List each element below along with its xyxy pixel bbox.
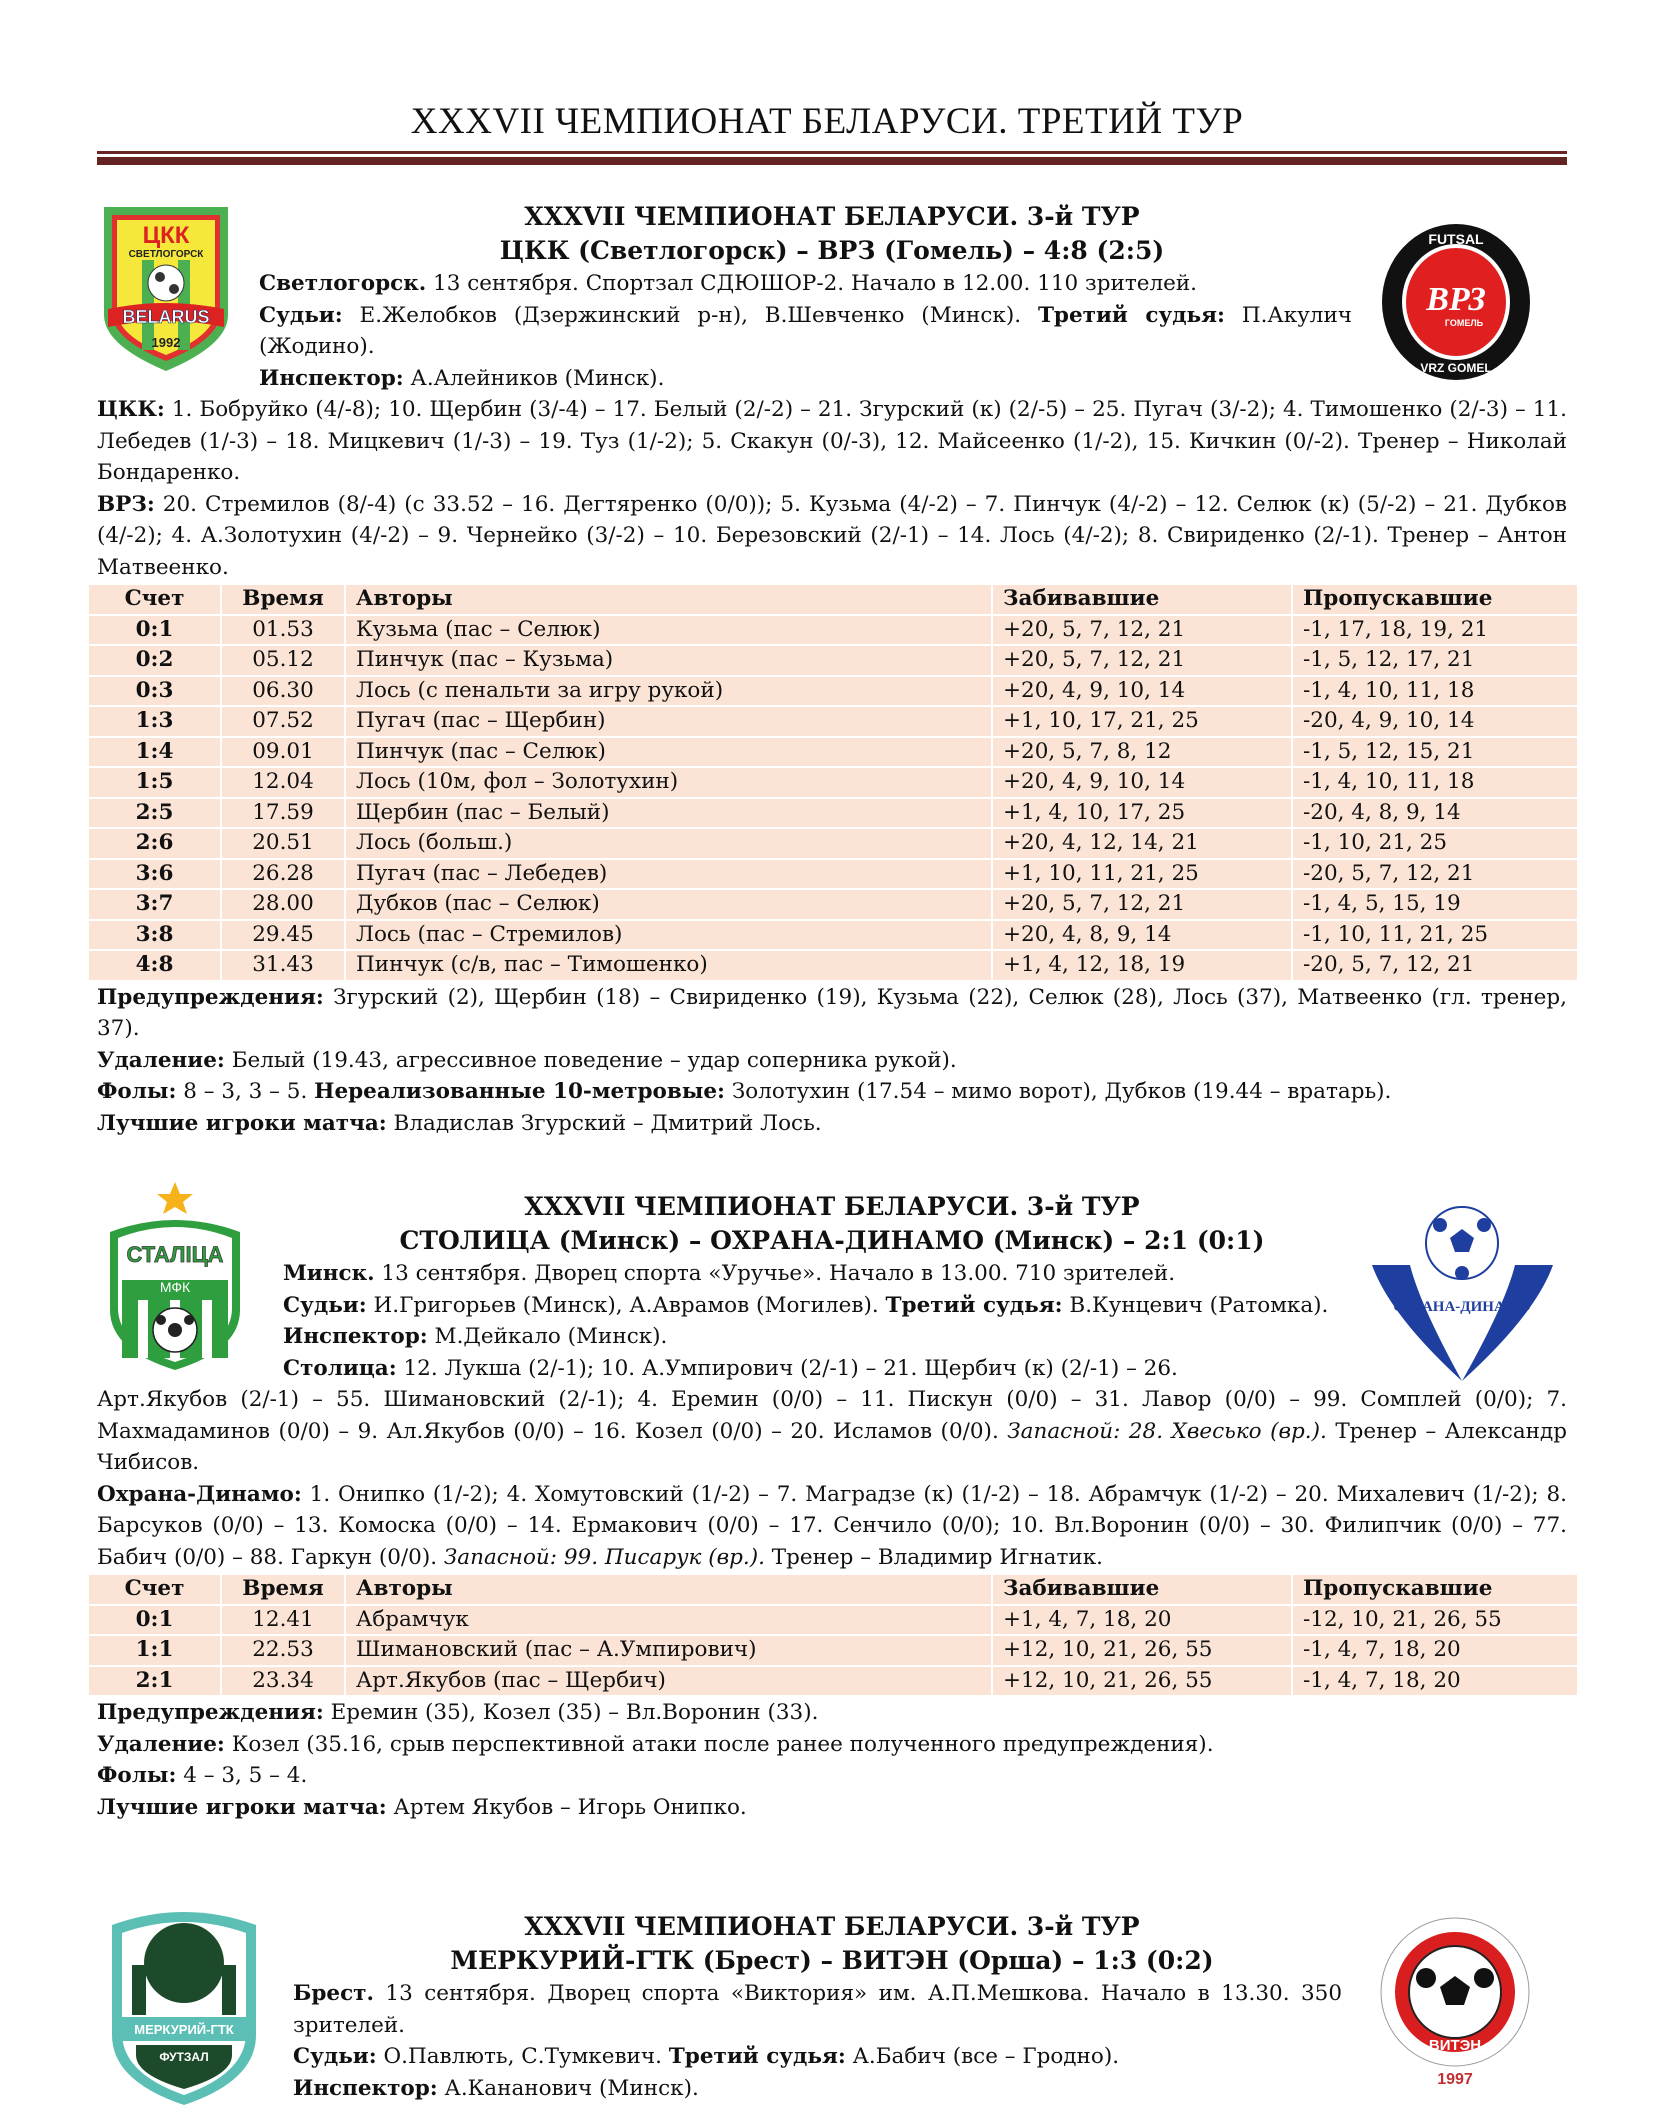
- match-3-venue: Брест. 13 сентября. Дворец спорта «Виктория» им. А.П.Мешкова. Начало в 13.30. 350 зрителей.: [293, 1981, 1342, 2038]
- match-2-referees: Судьи: И.Григорьев (Минск), А.Аврамов (Могилев). Третий судья: В.Кунцевич (Ратомка).: [283, 1292, 1329, 1318]
- match-3-title: МЕРКУРИЙ-ГТК (Брест) – ВИТЭН (Орша) – 1:3 (0:2): [450, 1946, 1214, 1975]
- match-2: [97, 1190, 1567, 1823]
- table-row: 1:3 07.52 Пугач (пас – Щербин) +1, 10, 17, 21, 25 -20, 4, 9, 10, 14: [88, 706, 1578, 737]
- table-row: 1:5 12.04 Лось (10м, фол – Золотухин) +20, 4, 9, 10, 14 -1, 4, 10, 11, 18: [88, 767, 1578, 798]
- match-2-home-lineup: Арт.Якубов (2/-1) – 55. Шимановский (2/-1); 4. Еремин (0/0) – 11. Пискун (0/0) – 31. Лавор (0/0) – 99. Сомплей (0/0); 7. Махмадаминов (0/0) – 9. Ал.Якубов (0/0) – 16. Козел (0/0) – 20. Исламов (0/0). Запасной: 28. Хвесько (вр.). Тренер – Александр Чибисов.: [97, 1387, 1567, 1475]
- table-header-row: Счет Время Авторы Забивавшие Пропускавшие: [88, 1574, 1578, 1605]
- match-3-referees: Судьи: О.Павлють, С.Тумкевич. Третий судья: А.Бабич (все – Гродно).: [293, 2044, 1120, 2069]
- match-1-venue: Светлогорск. 13 сентября. Спортзал СДЮШОР-2. Начало в 12.00. 110 зрителей.: [259, 271, 1198, 296]
- match-1-warnings: Предупреждения: Згурский (2), Щербин (18) – Свириденко (19), Кузьма (22), Селюк (28), Лось (37), Матвеенко (гл. тренер, 37).: [97, 984, 1567, 1041]
- svg-text:ФУТЗАЛ: ФУТЗАЛ: [159, 2050, 209, 2064]
- svg-text:FUTSAL: FUTSAL: [1428, 231, 1484, 247]
- match-3-info: [97, 1978, 1567, 2104]
- table-row: 1:1 22.53 Шимановский (пас – А.Умпирович) +12, 10, 21, 26, 55 -1, 4, 7, 18, 20: [88, 1635, 1578, 1666]
- match-1-sendoff: Удаление: Белый (19.43, агрессивное поведение – удар соперника рукой).: [97, 1047, 957, 1073]
- match-1-info: [97, 268, 1567, 394]
- svg-text:1997: 1997: [1437, 2071, 1473, 2087]
- svg-text:СТАЛІЦА: СТАЛІЦА: [126, 1242, 224, 1267]
- svg-text:ВИТЭН: ВИТЭН: [1428, 2037, 1482, 2054]
- table-row: 0:3 06.30 Лось (с пенальти за игру рукой) +20, 4, 9, 10, 14 -1, 4, 10, 11, 18: [88, 676, 1578, 707]
- svg-text:VRZ GOMEL: VRZ GOMEL: [1420, 361, 1492, 375]
- match-3-round: XXXVII ЧЕМПИОНАТ БЕЛАРУСИ. 3-й ТУР: [524, 1912, 1140, 1941]
- table-row: 1:4 09.01 Пинчук (пас – Селюк) +20, 5, 7, 8, 12 -1, 5, 12, 15, 21: [88, 737, 1578, 768]
- table-row: 4:8 31.43 Пинчук (с/в, пас – Тимошенко) +1, 4, 12, 18, 19 -20, 5, 7, 12, 21: [88, 950, 1578, 981]
- match-1-home-lineup: ЦКК: 1. Бобруйко (4/-8); 10. Щербин (3/-4) – 17. Белый (2/-2) – 21. Згурский (к) (2/-5) – 25. Пугач (3/-2); 4. Тимошенко (2/-3) – 11. Лебедев (1/-3) – 18. Мицкевич (1/-3) – 19. Туз (1/-2); 5. Скакун (0/-3), 12. Майсеенко (1/-2), 15. Кичкин (0/-2). Тренер – Николай Бондаренко.: [97, 397, 1567, 485]
- svg-text:ОХРАНА-ДИНАМО: ОХРАНА-ДИНАМО: [1393, 1299, 1531, 1315]
- title-divider-thick: [97, 157, 1567, 165]
- match-3-inspector: Инспектор: А.Кананович (Минск).: [293, 2075, 699, 2101]
- table-row: 3:8 29.45 Лось (пас – Стремилов) +20, 4, 8, 9, 14 -1, 10, 11, 21, 25: [88, 920, 1578, 951]
- table-row: 2:5 17.59 Щербин (пас – Белый) +1, 4, 10, 17, 25 -20, 4, 8, 9, 14: [88, 798, 1578, 829]
- svg-text:МЕРКУРИЙ-ГТК: МЕРКУРИЙ-ГТК: [134, 2022, 234, 2037]
- title-divider-thin: [97, 151, 1567, 154]
- table-row: 0:2 05.12 Пинчук (пас – Кузьма) +20, 5, 7, 12, 21 -1, 5, 12, 17, 21: [88, 645, 1578, 676]
- match-1-away-lineup: ВРЗ: 20. Стремилов (8/-4) (с 33.52 – 16. Дегтяренко (0/0)); 5. Кузьма (4/-2) – 7. Пинчук (4/-2) – 12. Селюк (к) (5/-2) – 21. Дубков (4/-2); 4. А.Золотухин (4/-2) – 9. Чернейко (3/-2) – 10. Березовский (2/-1) – 14. Лось (4/-2); 8. Свириденко (2/-1). Тренер – Антон Матвеенко.: [97, 491, 1567, 580]
- match-2-away-lineup: Охрана-Динамо: 1. Онипко (1/-2); 4. Хомутовский (1/-2) – 7. Маградзе (к) (1/-2) – 18. Абрамчук (1/-2) – 20. Михалевич (1/-2); 8. Барсуков (0/0) – 13. Комоска (0/0) – 14. Ермакович (0/0) – 17. Сенчило (0/0); 10. Вл.Воронин (0/0) – 30. Филипчик (0/0) – 77. Бабич (0/0) – 88. Гаркун (0/0). Запасной: 99. Писарук (вр.). Тренер – Владимир Игнатик.: [97, 1481, 1567, 1570]
- match-1-inspector: Инспектор: А.Алейников (Минск).: [259, 365, 665, 391]
- match-2-best-players: Лучшие игроки матча: Артем Якубов – Игорь Онипко.: [97, 1794, 747, 1820]
- match-2-warnings: Предупреждения: Еремин (35), Козел (35) – Вл.Воронин (33).: [97, 1700, 819, 1725]
- match-1: [97, 200, 1567, 1139]
- svg-text:ВРЗ: ВРЗ: [1426, 281, 1486, 318]
- svg-text:BELARUS: BELARUS: [122, 307, 210, 327]
- match-2-venue: Минск. 13 сентября. Дворец спорта «Уручье». Начало в 13.00. 710 зрителей.: [283, 1261, 1176, 1286]
- table-row: 2:6 20.51 Лось (больш.) +20, 4, 12, 14, 21 -1, 10, 21, 25: [88, 828, 1578, 859]
- svg-text:ЦКК: ЦКК: [142, 222, 190, 249]
- svg-text:1992: 1992: [151, 335, 181, 350]
- match-1-fouls: Фолы: 8 – 3, 3 – 5. Нереализованные 10-метровые: Золотухин (17.54 – мимо ворот), Дубков (19.44 – вратарь).: [97, 1079, 1392, 1104]
- match-2-sendoff: Удаление: Козел (35.16, срыв перспективной атаки после ранее полученного предупреждения).: [97, 1731, 1214, 1757]
- match-2-fouls: Фолы: 4 – 3, 5 – 4.: [97, 1763, 308, 1788]
- match-1-best-players: Лучшие игроки матча: Владислав Згурский – Дмитрий Лось.: [97, 1110, 822, 1136]
- match-2-goals-table: [87, 1573, 1579, 1697]
- table-row: 2:1 23.34 Арт.Якубов (пас – Щербич) +12, 10, 21, 26, 55 -1, 4, 7, 18, 20: [88, 1666, 1578, 1697]
- table-row: 0:1 01.53 Кузьма (пас – Селюк) +20, 5, 7, 12, 21 -1, 17, 18, 19, 21: [88, 615, 1578, 646]
- svg-text:МФК: МФК: [159, 1279, 191, 1295]
- match-2-home-lineup-start: Столица: 12. Лукша (2/-1); 10. А.Умпирович (2/-1) – 21. Щербич (к) (2/-1) – 26.: [283, 1355, 1178, 1381]
- match-1-referees: Судьи: Е.Желобков (Дзержинский р-н), В.Шевченко (Минск). Третий судья: П.Акулич (Жодино).: [259, 302, 1352, 359]
- svg-text:СВЕТЛОГОРСК: СВЕТЛОГОРСК: [128, 249, 204, 260]
- match-3: [97, 1910, 1567, 2104]
- page-title: XXXVII ЧЕМПИОНАТ БЕЛАРУСИ. ТРЕТИЙ ТУР: [410, 101, 1244, 142]
- match-2-info: [97, 1258, 1567, 1384]
- match-2-title: СТОЛИЦА (Минск) – ОХРАНА-ДИНАМО (Минск) – 2:1 (0:1): [399, 1226, 1265, 1255]
- table-row: 3:6 26.28 Пугач (пас – Лебедев) +1, 10, 11, 21, 25 -20, 5, 7, 12, 21: [88, 859, 1578, 890]
- match-2-inspector: Инспектор: М.Дейкало (Минск).: [283, 1324, 668, 1349]
- table-row: 0:1 12.41 Абрамчук +1, 4, 7, 18, 20 -12, 10, 21, 26, 55: [88, 1605, 1578, 1636]
- table-header-row: Счет Время Авторы Забивавшие Пропускавшие: [88, 584, 1578, 615]
- svg-text:ГОМЕЛЬ: ГОМЕЛЬ: [1444, 318, 1484, 328]
- match-1-round: XXXVII ЧЕМПИОНАТ БЕЛАРУСИ. 3-й ТУР: [524, 202, 1140, 231]
- match-1-goals-table: [87, 583, 1579, 982]
- match-1-title: ЦКК (Светлогорск) – ВРЗ (Гомель) – 4:8 (2:5): [499, 236, 1165, 265]
- table-row: 3:7 28.00 Дубков (пас – Селюк) +20, 5, 7, 12, 21 -1, 4, 5, 15, 19: [88, 889, 1578, 920]
- match-2-round: XXXVII ЧЕМПИОНАТ БЕЛАРУСИ. 3-й ТУР: [524, 1192, 1140, 1221]
